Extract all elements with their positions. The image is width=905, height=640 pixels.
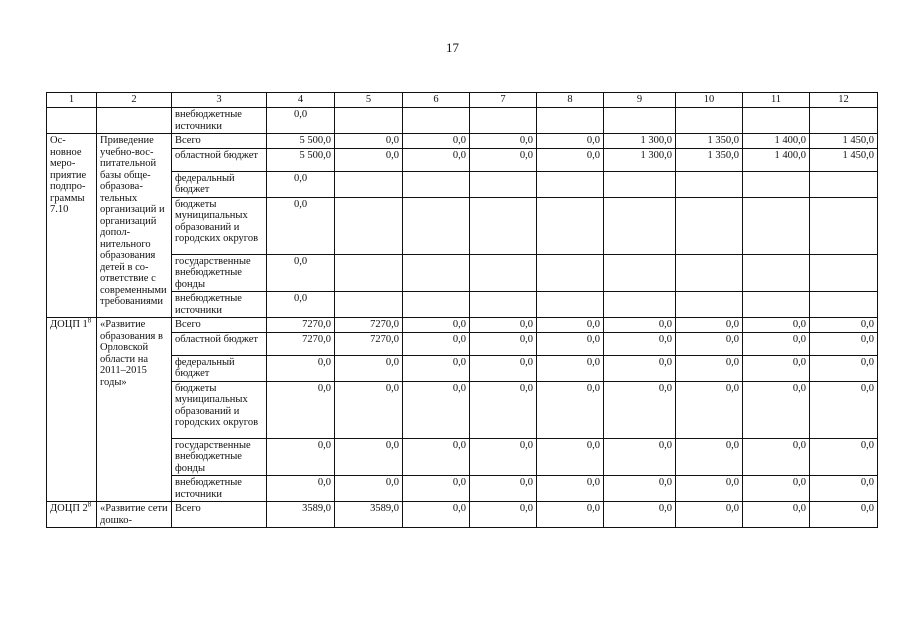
footnote-marker: 8 [87,317,92,325]
value-cell: 0,0 [267,381,335,438]
table-row [47,332,878,355]
funding-source-cell: государственные внебюджетные фонды [172,254,267,292]
value-cell: 1 450,0 [810,134,878,149]
value-cell: 0,0 [267,197,335,254]
value-cell: 0,0 [403,381,470,438]
value-cell [335,197,403,254]
value-cell: 0,0 [604,438,676,476]
value-cell: 0,0 [743,318,810,333]
value-cell: 0,0 [604,332,676,355]
value-cell: 0,0 [810,318,878,333]
value-cell: 0,0 [537,134,604,149]
column-header: 2 [97,93,172,108]
value-cell: 0,0 [403,438,470,476]
value-cell: 0,0 [537,502,604,528]
value-cell: 0,0 [676,381,743,438]
value-cell: 1 300,0 [604,134,676,149]
value-cell: 0,0 [537,148,604,171]
program-code-cell [47,318,97,502]
program-code-cell [47,108,97,134]
program-code-cell [47,502,97,528]
value-cell: 0,0 [743,476,810,502]
value-cell: 0,0 [403,134,470,149]
value-cell: 0,0 [676,502,743,528]
value-cell [470,171,537,197]
program-name-cell: «Развитие образования в Орловской области на 2011–2015 годы» [97,318,172,502]
value-cell: 0,0 [470,381,537,438]
table-row [47,438,878,476]
funding-source-cell: внебюджетные источники [172,292,267,318]
funding-source-cell: внебюджетные источники [172,108,267,134]
funding-source-cell: бюджеты муниципальных образований и городских округов [172,381,267,438]
value-cell: 0,0 [810,332,878,355]
value-cell: 1 450,0 [810,148,878,171]
program-code: ДОЦП 1 [50,319,88,330]
table-body [47,108,878,528]
value-cell: 0,0 [537,332,604,355]
value-cell: 0,0 [470,502,537,528]
value-cell: 5 500,0 [267,148,335,171]
value-cell: 0,0 [676,476,743,502]
value-cell: 0,0 [470,134,537,149]
value-cell: 0,0 [335,381,403,438]
value-cell [743,171,810,197]
table-row [47,171,878,197]
value-cell: 1 400,0 [743,134,810,149]
value-cell [403,171,470,197]
column-header: 7 [470,93,537,108]
footnote-marker: 8 [87,501,92,509]
value-cell: 0,0 [604,502,676,528]
value-cell [335,108,403,134]
value-cell [470,292,537,318]
table-row [47,476,878,502]
column-header: 5 [335,93,403,108]
value-cell: 1 400,0 [743,148,810,171]
value-cell [335,171,403,197]
value-cell: 0,0 [537,318,604,333]
column-header: 1 [47,93,97,108]
table-row [47,254,878,292]
program-name-cell [97,108,172,134]
table-row [47,148,878,171]
column-header: 8 [537,93,604,108]
value-cell [676,197,743,254]
table-row [47,292,878,318]
value-cell [335,254,403,292]
value-cell [470,254,537,292]
column-header: 10 [676,93,743,108]
value-cell [403,254,470,292]
value-cell [676,171,743,197]
value-cell: 0,0 [676,355,743,381]
value-cell [743,254,810,292]
value-cell: 1 300,0 [604,148,676,171]
value-cell: 0,0 [267,171,335,197]
program-name-cell: «Развитие сети дошко- [97,502,172,528]
value-cell [604,171,676,197]
value-cell [470,108,537,134]
value-cell: 0,0 [604,355,676,381]
value-cell: 0,0 [470,148,537,171]
value-cell [810,197,878,254]
page-number: 17 [446,40,459,55]
value-cell: 0,0 [403,502,470,528]
value-cell [604,108,676,134]
funding-source-cell: бюджеты муниципальных образований и городских округов [172,197,267,254]
value-cell [810,292,878,318]
column-header: 9 [604,93,676,108]
value-cell: 0,0 [267,438,335,476]
value-cell: 0,0 [743,438,810,476]
value-cell: 0,0 [810,438,878,476]
table-row [47,502,878,528]
value-cell: 0,0 [403,332,470,355]
table-header [47,93,878,108]
value-cell: 0,0 [267,476,335,502]
value-cell [537,254,604,292]
value-cell: 3589,0 [267,502,335,528]
value-cell [743,292,810,318]
value-cell: 0,0 [604,381,676,438]
program-name-cell: Приведение учебно-воспитательной базы общеобразовательных организаций и организаций дополнительного образования детей в соответствие с современными требованиями [97,134,172,318]
value-cell: 0,0 [470,476,537,502]
value-cell: 0,0 [810,381,878,438]
value-cell [810,171,878,197]
value-cell: 0,0 [470,438,537,476]
funding-source-cell: государственные внебюджетные фонды [172,438,267,476]
value-cell: 5 500,0 [267,134,335,149]
program-code-cell [47,134,97,318]
value-cell [537,292,604,318]
column-header: 12 [810,93,878,108]
value-cell [537,171,604,197]
funding-source-cell: федеральный бюджет [172,355,267,381]
funding-source-cell: Всего [172,134,267,149]
value-cell: 0,0 [676,318,743,333]
value-cell: 0,0 [537,476,604,502]
table-row [47,197,878,254]
value-cell [537,108,604,134]
value-cell [403,108,470,134]
program-code: Основное мероприятие подпрограммы 7.10 [50,135,87,215]
value-cell [676,108,743,134]
funding-source-cell: областной бюджет [172,148,267,171]
value-cell: 0,0 [335,148,403,171]
column-header: 11 [743,93,810,108]
column-header: 3 [172,93,267,108]
value-cell: 0,0 [676,438,743,476]
table-row [47,134,878,149]
value-cell: 0,0 [676,332,743,355]
value-cell: 0,0 [604,476,676,502]
table-row [47,355,878,381]
value-cell [604,197,676,254]
table-row [47,318,878,333]
value-cell [604,254,676,292]
value-cell: 0,0 [810,476,878,502]
value-cell: 0,0 [335,134,403,149]
value-cell: 7270,0 [267,332,335,355]
value-cell: 0,0 [743,381,810,438]
value-cell: 0,0 [810,502,878,528]
value-cell [403,197,470,254]
value-cell: 0,0 [537,438,604,476]
value-cell: 0,0 [537,355,604,381]
table-row [47,381,878,438]
value-cell [537,197,604,254]
value-cell: 0,0 [743,355,810,381]
funding-source-cell: Всего [172,502,267,528]
value-cell [810,108,878,134]
value-cell: 0,0 [403,318,470,333]
value-cell: 0,0 [335,438,403,476]
value-cell: 0,0 [810,355,878,381]
value-cell [470,197,537,254]
value-cell: 0,0 [267,108,335,134]
value-cell: 0,0 [743,502,810,528]
value-cell: 0,0 [335,476,403,502]
funding-source-cell: федеральный бюджет [172,171,267,197]
column-header: 4 [267,93,335,108]
value-cell [676,254,743,292]
value-cell: 7270,0 [267,318,335,333]
value-cell [403,292,470,318]
value-cell [743,197,810,254]
value-cell: 0,0 [267,254,335,292]
value-cell: 0,0 [403,148,470,171]
value-cell: 0,0 [537,381,604,438]
value-cell [810,254,878,292]
value-cell: 7270,0 [335,332,403,355]
value-cell: 1 350,0 [676,148,743,171]
column-header: 6 [403,93,470,108]
value-cell: 0,0 [470,318,537,333]
value-cell: 0,0 [335,355,403,381]
value-cell: 0,0 [604,318,676,333]
value-cell [743,108,810,134]
value-cell: 0,0 [743,332,810,355]
value-cell: 0,0 [267,292,335,318]
value-cell: 0,0 [267,355,335,381]
value-cell: 0,0 [403,476,470,502]
value-cell: 0,0 [470,355,537,381]
value-cell [335,292,403,318]
program-code: ДОЦП 2 [50,503,88,514]
budget-table [46,92,878,528]
value-cell: 0,0 [403,355,470,381]
funding-source-cell: Всего [172,318,267,333]
value-cell: 7270,0 [335,318,403,333]
value-cell: 3589,0 [335,502,403,528]
funding-source-cell: внебюджетные источники [172,476,267,502]
value-cell: 1 350,0 [676,134,743,149]
funding-source-cell: областной бюджет [172,332,267,355]
value-cell [604,292,676,318]
value-cell [676,292,743,318]
table-row [47,108,878,134]
value-cell: 0,0 [470,332,537,355]
